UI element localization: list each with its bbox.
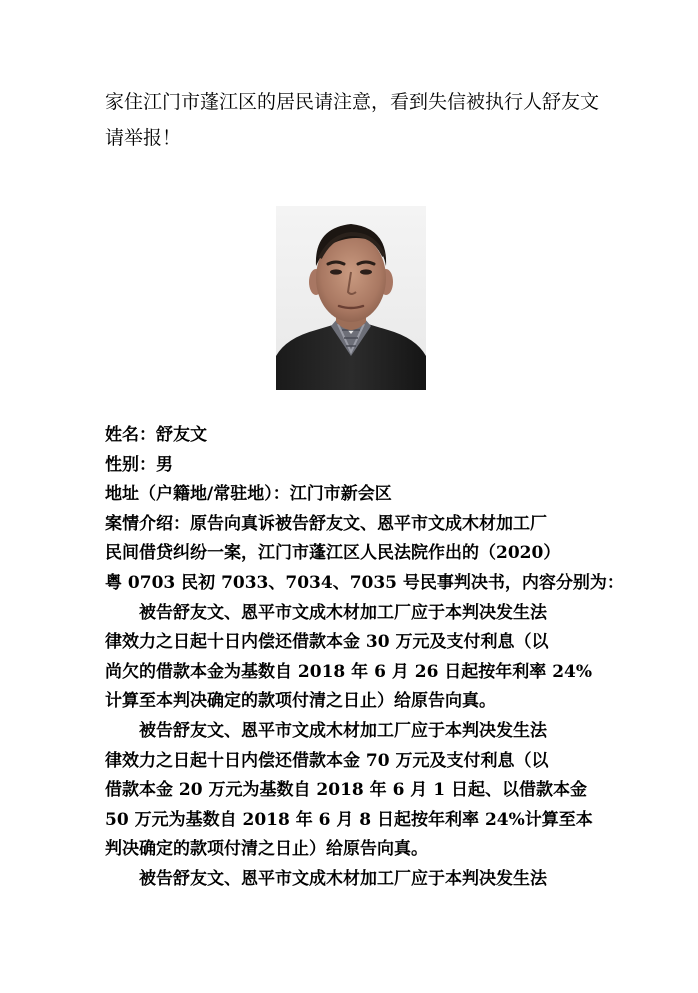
portrait-image xyxy=(276,206,426,390)
person-photo xyxy=(276,206,426,390)
address-row xyxy=(105,480,603,510)
gender-row xyxy=(105,451,603,481)
judgment-2-line: 判决确定的款项付清之日止）给原告向真。 xyxy=(105,839,428,860)
intro-line-1: 家住江门市蓬江区的居民请注意，看到失信被执行人舒友文 xyxy=(105,91,600,113)
intro-line-2: 请举报！ xyxy=(105,127,182,149)
judgment-2-line: 被告舒友文、恩平市文成木材加工厂应于本判决发生法 xyxy=(139,720,547,741)
judgment-2-line: 借款本金 20 万元为基数自 2018 年 6 月 1 日起、以借款本金 xyxy=(105,780,587,801)
judgment-2-line: 50 万元为基数自 2018 年 6 月 8 日起按年利率 24%计算至本 xyxy=(105,809,593,830)
name-label: 姓名： xyxy=(105,425,156,445)
case-intro-text-1: 原告向真诉被告舒友文、恩平市文成木材加工厂 xyxy=(190,513,547,534)
case-intro-line-1 xyxy=(105,510,603,540)
case-intro-line-3: 粤 0703 民初 7033、7034、7035 号民事判决书，内容分别为： xyxy=(105,572,624,593)
judgment-3 xyxy=(105,865,603,895)
judgment-2 xyxy=(105,717,603,865)
judgment-1-line: 尚欠的借款本金为基数自 2018 年 6 月 26 日起按年利率 24% xyxy=(105,661,593,682)
gender-value: 男 xyxy=(156,454,173,475)
judgment-1-line: 被告舒友文、恩平市文成木材加工厂应于本判决发生法 xyxy=(139,602,547,623)
case-intro-line-2: 民间借贷纠纷一案，江门市蓬江区人民法院作出的（2020） xyxy=(105,543,561,564)
intro-notice xyxy=(105,84,625,156)
gender-label: 性别： xyxy=(105,454,156,475)
case-intro xyxy=(105,510,624,599)
case-label: 案情介绍： xyxy=(105,513,190,534)
person-info xyxy=(105,421,624,895)
name-row xyxy=(105,421,603,451)
judgment-1-line: 律效力之日起十日内偿还借款本金 30 万元及支付利息（以 xyxy=(105,632,549,653)
judgment-1-line: 计算至本判决确定的款项付清之日止）给原告向真。 xyxy=(105,691,496,712)
judgment-3-line: 被告舒友文、恩平市文成木材加工厂应于本判决发生法 xyxy=(139,868,547,889)
address-value: 江门市新会区 xyxy=(289,484,392,505)
judgment-2-line: 律效力之日起十日内偿还借款本金 70 万元及支付利息（以 xyxy=(105,750,549,771)
name-value: 舒友文 xyxy=(156,425,207,445)
address-label: 地址（户籍地/常驻地）： xyxy=(105,484,290,505)
judgment-1 xyxy=(105,599,603,717)
